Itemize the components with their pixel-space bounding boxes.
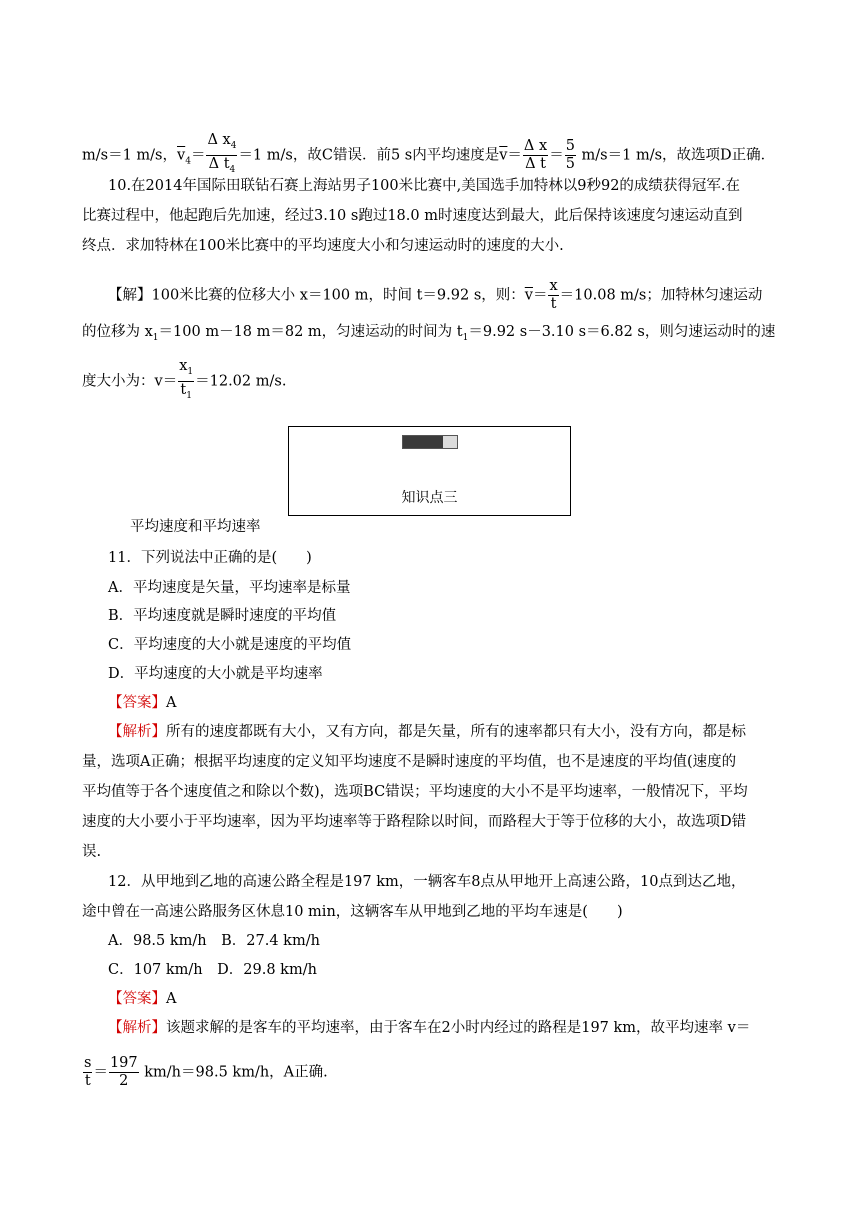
- analysis-tag: 【解析】: [108, 724, 166, 740]
- section-bar-graphic: [402, 435, 458, 449]
- equals: ＝: [190, 147, 206, 164]
- section-label: 知识点三: [401, 490, 458, 506]
- fraction-dx4-dt4: $\frac{\Delta x_4}{\Delta t_4}$: [207, 132, 237, 175]
- text: m/s＝1 m/s，: [82, 147, 177, 164]
- q12-analysis-line1: 【解析】该题求解的是客车的平均速率，由于客车在2小时内经过的路程是197 km，故平均速率 v＝: [108, 1020, 751, 1036]
- q10-line3: 终点．求加特林在100米比赛中的平均速度大小和匀速运动时的速度的大小.: [82, 238, 564, 254]
- q12-answer: [108, 989, 176, 1009]
- answer-value: A: [166, 991, 177, 1007]
- fraction-5-5: $\frac{5}{5}$: [565, 137, 575, 172]
- fraction-197-2: $\frac{197}{2}$: [109, 1055, 138, 1089]
- answer-tag: 【答案】: [108, 695, 166, 711]
- fraction-x1-t1: $\frac{x_1}{t_1}$: [179, 358, 194, 401]
- q12-options-cd: C．107 km/h D．29.8 km/h: [108, 962, 317, 978]
- q11-analysis-line4: 速度的大小要小于平均速率，因为平均速率等于路程除以时间，而路程大于等于位移的大小，故选项D错: [82, 814, 747, 830]
- equals: ＝: [549, 147, 564, 164]
- q11-analysis-line2: 量，选项A正确；根据平均速度的定义知平均速度不是瞬时速度的平均值，也不是速度的平均值(速度的: [82, 754, 737, 770]
- q11-option-b: B．平均速度就是瞬时速度的平均值: [108, 608, 337, 624]
- q11-analysis-line3: 平均值等于各个速度值之和除以个数)，选项BC错误；平均速度的大小不是平均速率，一般情况下，平均: [82, 784, 748, 800]
- section-title: 平均速度和平均速率: [130, 519, 261, 535]
- q11-answer: [108, 693, 176, 713]
- v-bar-symbol: $\overline{v}$: [524, 287, 533, 304]
- fraction-dx-dt: $\frac{\text{Δ x}}{\text{Δ t}}$: [523, 137, 548, 172]
- q10-solution-line1: 【解】100米比赛的位移大小 x＝100 m，时间 t＝9.92 s，则：$\overline{v}=$ $\frac{x}{t}$ ＝10.08 m/s；加特林匀速运动: [108, 278, 763, 312]
- fraction-s-t: $\frac{s}{t}$: [84, 1055, 92, 1089]
- q12-stem-line1: 12．从甲地到乙地的高速公路全程是197 km，一辆客车8点从甲地开上高速公路，10点到达乙地，: [108, 874, 746, 890]
- v-bar-symbol: $\overline{v}$: [177, 147, 186, 164]
- q10-solution-line2: 的位移为 $x_1=100$ m－18 m＝82 m，匀速运动的时间为 $t_1=9.92$ s－3.10 s＝6.82 s，则匀速运动时的速: [82, 324, 776, 343]
- q11-option-d: D．平均速度的大小就是平均速率: [108, 666, 323, 682]
- continuation-line: [82, 132, 775, 179]
- q11-analysis-line1: 【解析】所有的速度都既有大小，又有方向，都是矢量，所有的速率都只有大小，没有方向，都是标: [108, 724, 746, 740]
- v-bar-symbol: $\overline{v}$: [499, 147, 508, 164]
- q12-options-ab: A．98.5 km/h B．27.4 km/h: [108, 933, 320, 949]
- q12-analysis-line2: $\frac{s}{t}$ ＝ $\frac{197}{2}$ km/h＝98.5 km/h，A正确.: [84, 1055, 328, 1089]
- fraction-x-t: $\frac{x}{t}$: [549, 278, 558, 312]
- q10-line2: 比赛过程中，他起跑后先加速，经过3.10 s跑过18.0 m时速度达到最大，此后保持该速度匀速运动直到: [82, 208, 743, 224]
- answer-tag: 【答案】: [108, 991, 166, 1007]
- q10-solution-line3: 度大小为：v＝ $\frac{x_1}{t_1}$ ＝12.02 m/s.: [82, 358, 286, 405]
- q10-line1: 10.在2014年国际田联钻石赛上海站男子100米比赛中,美国选手加特林以9秒92的成绩获得冠军.在: [108, 178, 741, 194]
- solution-tag: 【解】: [108, 287, 152, 304]
- analysis-tag: 【解析】: [108, 1020, 166, 1036]
- q11-analysis-line5: 误.: [82, 844, 102, 860]
- text: m/s＝1 m/s，故选项D正确．: [576, 147, 776, 164]
- q11-option-c: C．平均速度的大小就是速度的平均值: [108, 637, 352, 653]
- text: ＝1 m/s，故C错误．前5 s内平均速度是: [238, 147, 500, 164]
- q11-stem: 11．下列说法中正确的是( ): [108, 550, 312, 566]
- subscript: 4: [185, 156, 191, 167]
- q11-option-a: A．平均速度是矢量，平均速率是标量: [108, 580, 351, 596]
- q12-stem-line2: 途中曾在一高速公路服务区休息10 min，这辆客车从甲地到乙地的平均车速是( ): [82, 904, 623, 920]
- equals: ＝: [507, 147, 522, 164]
- answer-value: A: [166, 695, 177, 711]
- section-box: [288, 426, 571, 516]
